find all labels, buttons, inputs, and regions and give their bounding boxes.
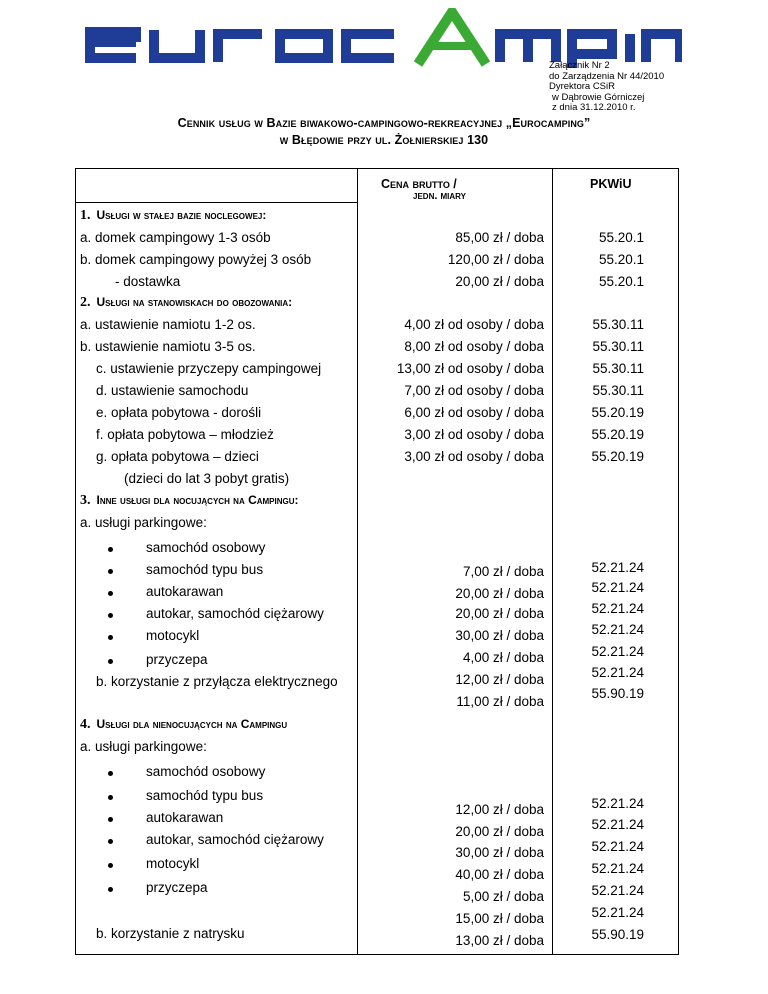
service-price: 8,00 zł od osoby / doba	[404, 339, 544, 354]
table-border-left	[75, 168, 76, 955]
service-code: 55.20.1	[598, 230, 644, 245]
price-column-header: Cena brutto /	[381, 177, 457, 191]
service-label: b. ustawienie namiotu 3-5 os.	[80, 339, 256, 354]
service-label: f. opłata pobytowa – młodzież	[96, 427, 274, 442]
vehicle-label: przyczepa	[146, 880, 208, 895]
service-code: 52.21.24	[591, 580, 644, 595]
service-code: 52.21.24	[591, 796, 644, 811]
service-code: 52.21.24	[591, 883, 644, 898]
service-price: 12,00 zł / doba	[455, 672, 544, 687]
service-price: 85,00 zł / doba	[455, 230, 544, 245]
section-title: Usługi dla nienocujących na Campingu	[96, 717, 288, 731]
vehicle-label: autokar, samochód ciężarowy	[146, 832, 324, 847]
service-code: 52.21.24	[591, 861, 644, 876]
service-code: 55.20.19	[591, 449, 644, 464]
section-number: 4.	[80, 717, 91, 732]
service-label: g. opłata pobytowa – dzieci	[96, 449, 259, 464]
column-divider	[357, 168, 358, 955]
service-price: 20,00 zł / doba	[455, 274, 544, 289]
service-label: a. ustawienie namiotu 1-2 os.	[80, 317, 256, 332]
service-label: e. opłata pobytowa - dorośli	[96, 405, 262, 420]
service-price: 40,00 zł / doba	[455, 867, 544, 882]
service-price: 7,00 zł od osoby / doba	[404, 383, 544, 398]
service-code: 55.20.19	[591, 405, 644, 420]
vehicle-label: samochód typu bus	[146, 788, 264, 803]
service-price: 15,00 zł / doba	[455, 911, 544, 926]
service-label: b. korzystanie z przyłącza elektrycznego	[96, 674, 338, 689]
vehicle-label: autokarawan	[146, 810, 224, 825]
vehicle-label: motocykl	[146, 856, 200, 871]
service-code: 52.21.24	[591, 665, 644, 680]
page-subtitle: w Błędowie przy ul. Żołnierskiej 130	[279, 133, 489, 147]
service-code: 52.21.24	[591, 905, 644, 920]
annex-line: Dyrektora CSiR	[549, 81, 615, 93]
service-code: 55.30.11	[592, 383, 644, 398]
header-divider	[75, 202, 357, 203]
service-price: 7,00 zł / doba	[462, 564, 544, 579]
vehicle-label: samochód typu bus	[146, 562, 264, 577]
service-price: 20,00 zł / doba	[455, 606, 544, 621]
column-divider	[552, 168, 553, 955]
service-code: 55.20.1	[598, 252, 644, 267]
service-price: 30,00 zł / doba	[455, 628, 544, 643]
service-code: 55.90.19	[591, 927, 644, 942]
service-price: 13,00 zł / doba	[455, 933, 544, 948]
section-number: 2.	[80, 295, 91, 310]
service-price: 20,00 zł / doba	[455, 824, 544, 839]
pkwiu-column-header: PKWiU	[590, 177, 632, 191]
service-label: - dostawka	[115, 274, 181, 289]
section-header	[80, 295, 292, 311]
service-price: 30,00 zł / doba	[455, 845, 544, 860]
annex-line: do Zarządzenia Nr 44/2010	[549, 70, 665, 82]
section-header	[80, 208, 266, 224]
vehicle-label: motocykl	[146, 628, 200, 643]
unit-column-header: jedn. miary	[413, 190, 466, 202]
service-label: a. domek campingowy 1-3 osób	[80, 230, 271, 245]
service-price: 120,00 zł / doba	[447, 252, 544, 267]
annex-note	[549, 61, 664, 114]
service-code: 52.21.24	[591, 839, 644, 854]
table-border-right	[678, 168, 679, 955]
service-code: 55.90.19	[591, 686, 644, 701]
page-title: Cennik usług w Bazie biwakowo-campingowo-rekreacyjnej „Eurocamping”	[177, 116, 591, 130]
service-code: 52.21.24	[591, 601, 644, 616]
service-code: 52.21.24	[591, 560, 644, 575]
service-label: b. korzystanie z natrysku	[96, 926, 245, 941]
service-code: 55.30.11	[592, 317, 644, 332]
service-price: 4,00 zł od osoby / doba	[404, 317, 544, 332]
service-label: c. ustawienie przyczepy campingowej	[96, 361, 322, 376]
service-price: 11,00 zł / doba	[456, 694, 544, 709]
service-code: 52.21.24	[591, 644, 644, 659]
annex-line: w Dąbrowie Górniczej	[552, 91, 645, 103]
service-code: 55.30.11	[592, 361, 644, 376]
service-label: a. usługi parkingowe:	[80, 515, 207, 530]
service-code: 55.20.1	[598, 274, 644, 289]
vehicle-label: przyczepa	[146, 652, 208, 667]
service-label: d. ustawienie samochodu	[96, 383, 249, 398]
table-border-bottom	[75, 954, 679, 955]
service-code: 55.30.11	[592, 339, 644, 354]
section-number: 1.	[80, 208, 91, 223]
service-code: 52.21.24	[591, 817, 644, 832]
service-note: (dzieci do lat 3 pobyt gratis)	[124, 471, 290, 486]
service-price: 20,00 zł / doba	[455, 586, 544, 601]
service-price: 5,00 zł / doba	[462, 889, 544, 904]
table-border-top	[75, 168, 679, 169]
service-code: 52.21.24	[591, 622, 644, 637]
service-price: 12,00 zł / doba	[455, 802, 544, 817]
section-title: Inne usługi dla nocujących na Campingu:	[96, 493, 299, 507]
service-code: 55.20.19	[591, 427, 644, 442]
section-title: Usługi w stałej bazie noclegowej:	[96, 208, 267, 222]
section-header	[80, 717, 287, 733]
service-price: 4,00 zł / doba	[462, 650, 544, 665]
section-title: Usługi na stanowiskach do obozowania:	[96, 295, 293, 309]
service-price: 3,00 zł od osoby / doba	[404, 427, 544, 442]
vehicle-label: samochód osobowy	[146, 764, 266, 779]
annex-line: Załącznik Nr 2	[549, 60, 610, 71]
service-price: 13,00 zł od osoby / doba	[396, 361, 544, 376]
vehicle-label: autokar, samochód ciężarowy	[146, 606, 324, 621]
annex-line: z dnia 31.12.2010 r.	[552, 102, 636, 114]
service-label: a. usługi parkingowe:	[80, 739, 207, 754]
vehicle-label: samochód osobowy	[146, 540, 266, 555]
service-price: 3,00 zł od osoby / doba	[404, 449, 544, 464]
section-number: 3.	[80, 493, 91, 508]
section-header	[80, 493, 299, 509]
service-price: 6,00 zł od osoby / doba	[404, 405, 544, 420]
service-label: b. domek campingowy powyżej 3 osób	[80, 252, 312, 267]
vehicle-label: autokarawan	[146, 584, 224, 599]
